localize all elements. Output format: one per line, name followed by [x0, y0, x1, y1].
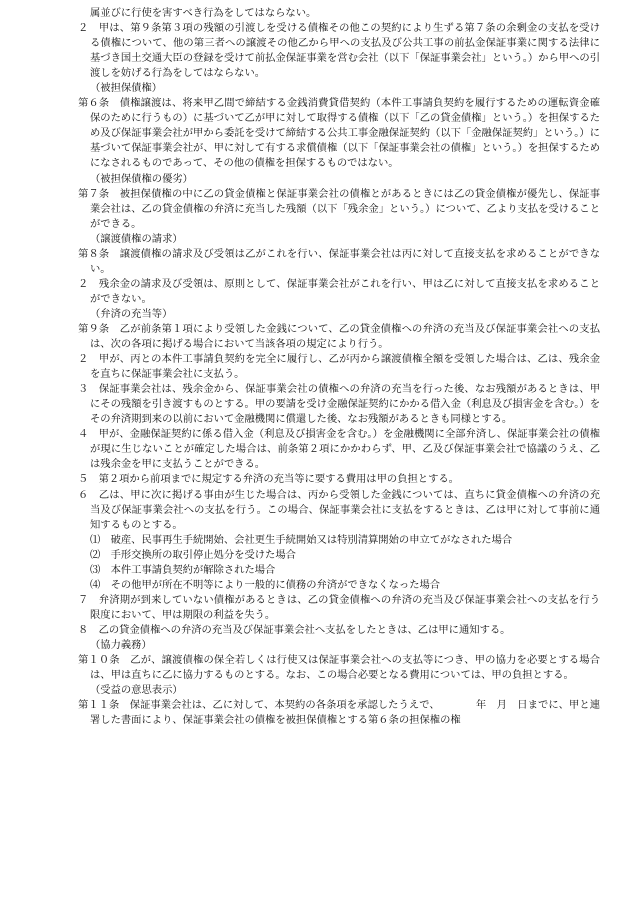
paragraph-article8-item2: ２ 残余金の請求及び受領は、原則として、保証事業会社がこれを行い、甲は乙に対して直接支払を求めることができない。 — [78, 277, 600, 305]
paragraph-article9-item6-sub3: ⑶ 本件工事請負契約が解除された場合 — [90, 563, 276, 576]
paragraph-article9-item8: ８ 乙の貸金債権への弁済の充当及び保証事業会社へ支払をしたときは、乙は甲に通知する。 — [78, 623, 511, 636]
heading-article11-caption: （受益の意思表示） — [90, 684, 183, 697]
paragraph-article7: 第７条 被担保債権の中に乙の貸金債権と保証事業会社の債権とがあるときには乙の貸金債権が優先し、保証事業会社は、乙の貸金債権の弁済に充当した残額（以下「残余金」という。）について、乙より支払を受けることができる。 — [78, 187, 600, 230]
paragraph-article9-item6: ６ 乙は、甲に次に掲げる事由が生じた場合は、丙から受領した金銭については、直ちに貸金債権への弁済の充当及び保証事業会社への支払を行う。この場合、保証事業会社に支払をするときは、乙は甲に対して事前に通知するものとする。 — [78, 488, 600, 531]
paragraph-article9-item6-sub4: ⑷ その他甲が所在不明等により一般的に債務の弁済ができなくなった場合 — [90, 578, 441, 591]
paragraph-article9-item4: ４ 甲が、金融保証契約に係る借入金（利息及び損害金を含む。）を金融機関に全部弁済し、保証事業会社の債権が現に生じないことが確定した場合は、前条第２項にかかわらず、甲、乙及び保証事業会社で協議のうえ、乙は残余金を甲に支払うことができる。 — [78, 428, 600, 471]
paragraph-article9: 第９条 乙が前条第１項により受領した金銭について、乙の貸金債権への弁済の充当及び保証事業会社への支払は、次の各項に掲げる場合において当該各項の規定により行う。 — [78, 322, 600, 351]
paragraph-article9-item5: ５ 第２項から前項までに規定する弁済の充当等に要する費用は甲の負担とする。 — [78, 473, 459, 486]
paragraph-article8: 第８条 譲渡債権の請求及び受領は乙がこれを行い、保証事業会社は丙に対して直接支払を求めることができない。 — [78, 247, 600, 275]
paragraph-article6: 第６条 債権譲渡は、将来甲乙間で締結する金銭消費貸借契約（本件工事請負契約を履行するための運転資金確保のために行うもの）に基づいて乙が甲に対して取得する債権（以下「乙の貸金債権」という。）を担保するため及び保証事業会社が甲から委託を受けて締結する公共工事金融保証契約（以下「金融保証契約」という。）に基づいて保証事業会社が、甲に対して有する求償債権（以下「保証事業会社の債権」という。）を担保するためになされるものであって、その他の債権を担保するものではない。 — [78, 97, 600, 170]
heading-article8-caption: （譲渡債権の請求） — [90, 232, 183, 245]
paragraph-article9-item7: ７ 弁済期が到来していない債権があるときは、乙の貸金債権への弁済の充当及び保証事業会社への支払を行う限度において、甲は期限の利益を失う。 — [78, 593, 600, 621]
paragraph-article9-item2: ２ 甲が、丙との本件工事請負契約を完全に履行し、乙が丙から譲渡債権全額を受領した場合は、乙は、残余金を直ちに保証事業会社に支払う。 — [78, 353, 600, 381]
heading-article7-caption: （被担保債権の優劣） — [90, 172, 193, 185]
heading-article6-caption: （被担保債権） — [90, 82, 163, 95]
paragraph-article5-tail: 属並びに行使を害すべき行為をしてはならない。 — [90, 7, 317, 19]
paragraph-article9-item6-sub2: ⑵ 手形交換所の取引停止処分を受けた場合 — [90, 548, 296, 561]
heading-article10-caption: （協力義務） — [90, 638, 152, 651]
paragraph-article10: 第１０条 乙が、譲渡債権の保全若しくは行使又は保証事業会社への支払等につき、甲の協力を必要とする場合は、甲は直ちに乙に協力するものとする。なお、この場合必要となる費用については、甲の負担とする。 — [78, 654, 600, 682]
paragraph-article5-item2: ２ 甲は、第９条第３項の残額の引渡しを受ける債権その他この契約により生ずる第７条の余剰金の支払を受ける債権について、他の第三者への譲渡その他乙から甲への支払及び公共工事の前払金保証事業に関する法律に基づき国土交通大臣の登録を受けて前払金保証事業を営む会社（以下「保証事業会社」という。）から甲への引渡しを妨げる行為をしてはならない。 — [78, 22, 600, 80]
paragraph-article9-item3: ３ 保証事業会社は、残余金から、保証事業会社の債権への弁済の充当を行った後、なお残額があるときは、甲にその残額を引き渡すものとする。甲の要請を受け金融保証契約にかかる借入金（利息及び損害金を含む。）をその弁済期到来の以前において金融機関に償還した後、なお残額があるときも同様とする。 — [78, 383, 600, 426]
paragraph-article9-item6-sub1: ⑴ 破産、民事再生手続開始、会社更生手続開始又は特別清算開始の申立てがなされた場合 — [90, 533, 513, 546]
paragraph-article11: 第１１条 保証事業会社は、乙に対して、本契約の各条項を承認したうえで、 年 月 日までに、甲と連署した書面により、保証事業会社の債権を被担保債権とする第６条の担保権の権 — [78, 699, 600, 727]
heading-article9-caption: （弁済の充当等） — [90, 307, 173, 320]
